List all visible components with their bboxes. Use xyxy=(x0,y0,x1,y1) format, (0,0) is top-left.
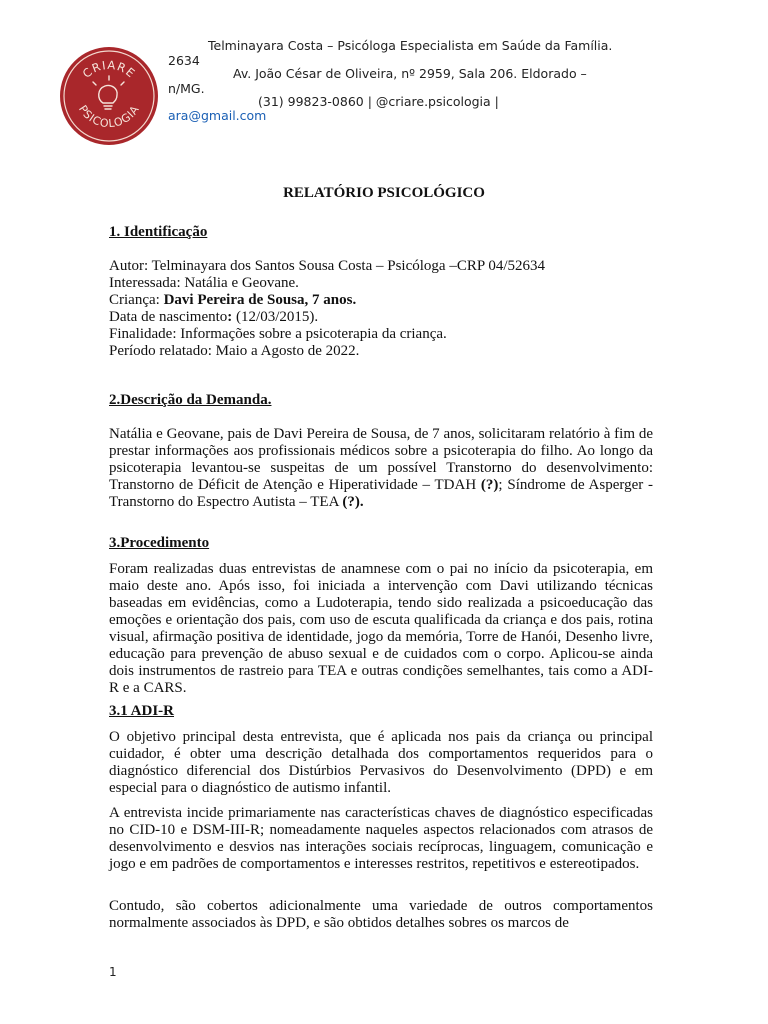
adir-paragraph-1: O objetivo principal desta entrevista, que é aplicada nos pais da criança ou principal cuidador, é obter uma descrição detalhada dos comportamentos requeridos para o diagnóstico diferencial dos Distúrbios Pervasivos do Desenvolvimento (DPD) e em especial para o diagnóstico de autismo infantil. xyxy=(109,729,653,796)
period-line: Período relatado: Maio a Agosto de 2022. xyxy=(109,343,360,359)
birth-value: (12/03/2015). xyxy=(232,309,319,325)
section-1-heading: 1. Identificação xyxy=(109,224,208,240)
section-2-heading: 2.Descrição da Demanda. xyxy=(109,392,272,408)
page-number: 1 xyxy=(109,965,117,979)
logo-top-text: CRIARE xyxy=(79,57,139,81)
child-value: Davi Pereira de Sousa, 7 anos. xyxy=(163,292,357,308)
birth-line xyxy=(109,309,653,326)
adir-paragraph-2: A entrevista incide primariamente nas características chaves de diagnóstico especificadas no CID-10 e DSM-III-R; nomeadamente naqueles aspectos relacionados com atrasos de desenvolvimento e desvios nas interações sociais recíprocas, linguagem, comunicação e jogo e em padrões de comportamentos e interesses restritos, repetitivos e estereotipados. xyxy=(109,805,653,872)
demand-paragraph xyxy=(109,426,653,511)
section-3-1-heading: 3.1 ADI-R xyxy=(109,703,175,719)
header-line-2: Av. João César de Oliveira, nº 2959, Sala 206. Eldorado – xyxy=(233,66,587,81)
adir-paragraph-3: Contudo, são cobertos adicionalmente uma variedade de outros comportamentos normalmente associados às DPD, e são obtidos detalhes sobres os marcos de xyxy=(109,898,653,931)
section-adir xyxy=(109,703,653,720)
criare-logo xyxy=(60,47,158,145)
section-identification xyxy=(109,224,653,241)
birth-label: Data de nascimento xyxy=(109,309,228,325)
procedure-paragraph: Foram realizadas duas entrevistas de anamnese com o pai no início da psicoterapia, em maio deste ano. Após isso, foi iniciada a intervenção com Davi utilizando técnicas baseadas em evidências, como a Ludoterapia, tendo sido realizada a psicoeducação das emoções e orientação dos pais, com uso de escuta qualificada da criança e dos pais, rotina visual, afirmação positiva de identidade, jogo da memória, Torre de Hanói, Desenho livre, educação para prevenção de abuso sexual e de cuidados com o corpo. Aplicou-se ainda dois instrumentos de rastreio para TEA e outras condições semelhantes, tais como a ADI-R e a CARS. xyxy=(109,561,653,696)
section-procedure xyxy=(109,535,653,552)
demand-text: Natália e Geovane, pais de Davi Pereira de Sousa, de 7 anos, solicitaram relatório à fim de prestar informações aos profissionais médicos sobre a psicoterapia do filho. Ao longo da psicoterapia levantou-se suspeitas de um possível Transtorno do desenvolvimento: Transtorno de Déficit de Atenção e Hiperatividade – TDAH xyxy=(109,426,653,493)
header-city-fragment: n/MG. xyxy=(168,81,205,96)
section-3-heading: 3.Procedimento xyxy=(109,535,210,551)
header-line-3: (31) 99823-0860 | @criare.psicologia | xyxy=(258,94,499,109)
interested-line: Interessada: Natália e Geovane. xyxy=(109,275,299,291)
lightbulb-icon xyxy=(93,76,124,109)
purpose-line: Finalidade: Informações sobre a psicoterapia da criança. xyxy=(109,326,447,342)
tea-question-mark: (?). xyxy=(342,494,364,510)
author-line: Autor: Telminayara dos Santos Sousa Costa – Psicóloga –CRP 04/52634 xyxy=(109,258,546,274)
demand-text-continued: ; Síndrome de Asperger - Transtorno do Espectro Autista – TEA xyxy=(109,477,653,510)
birth-colon: : xyxy=(227,309,233,325)
header-email-link[interactable]: ara@gmail.com xyxy=(168,108,267,123)
svg-text:PSICOLOGIA xyxy=(76,103,142,130)
logo-bottom-text: PSICOLOGIA xyxy=(75,102,143,131)
child-label: Criança: xyxy=(109,292,164,308)
document-title: RELATÓRIO PSICOLÓGICO xyxy=(283,185,485,201)
header-crp-fragment: 2634 xyxy=(168,53,200,68)
section-demand xyxy=(109,392,653,409)
header-line-1: Telminayara Costa – Psicóloga Especialista em Saúde da Família. xyxy=(208,38,613,53)
identification-block xyxy=(109,258,653,360)
criare-logo-graphic xyxy=(60,47,158,145)
child-line xyxy=(109,292,653,309)
tdah-question-mark: (?) xyxy=(480,477,499,493)
